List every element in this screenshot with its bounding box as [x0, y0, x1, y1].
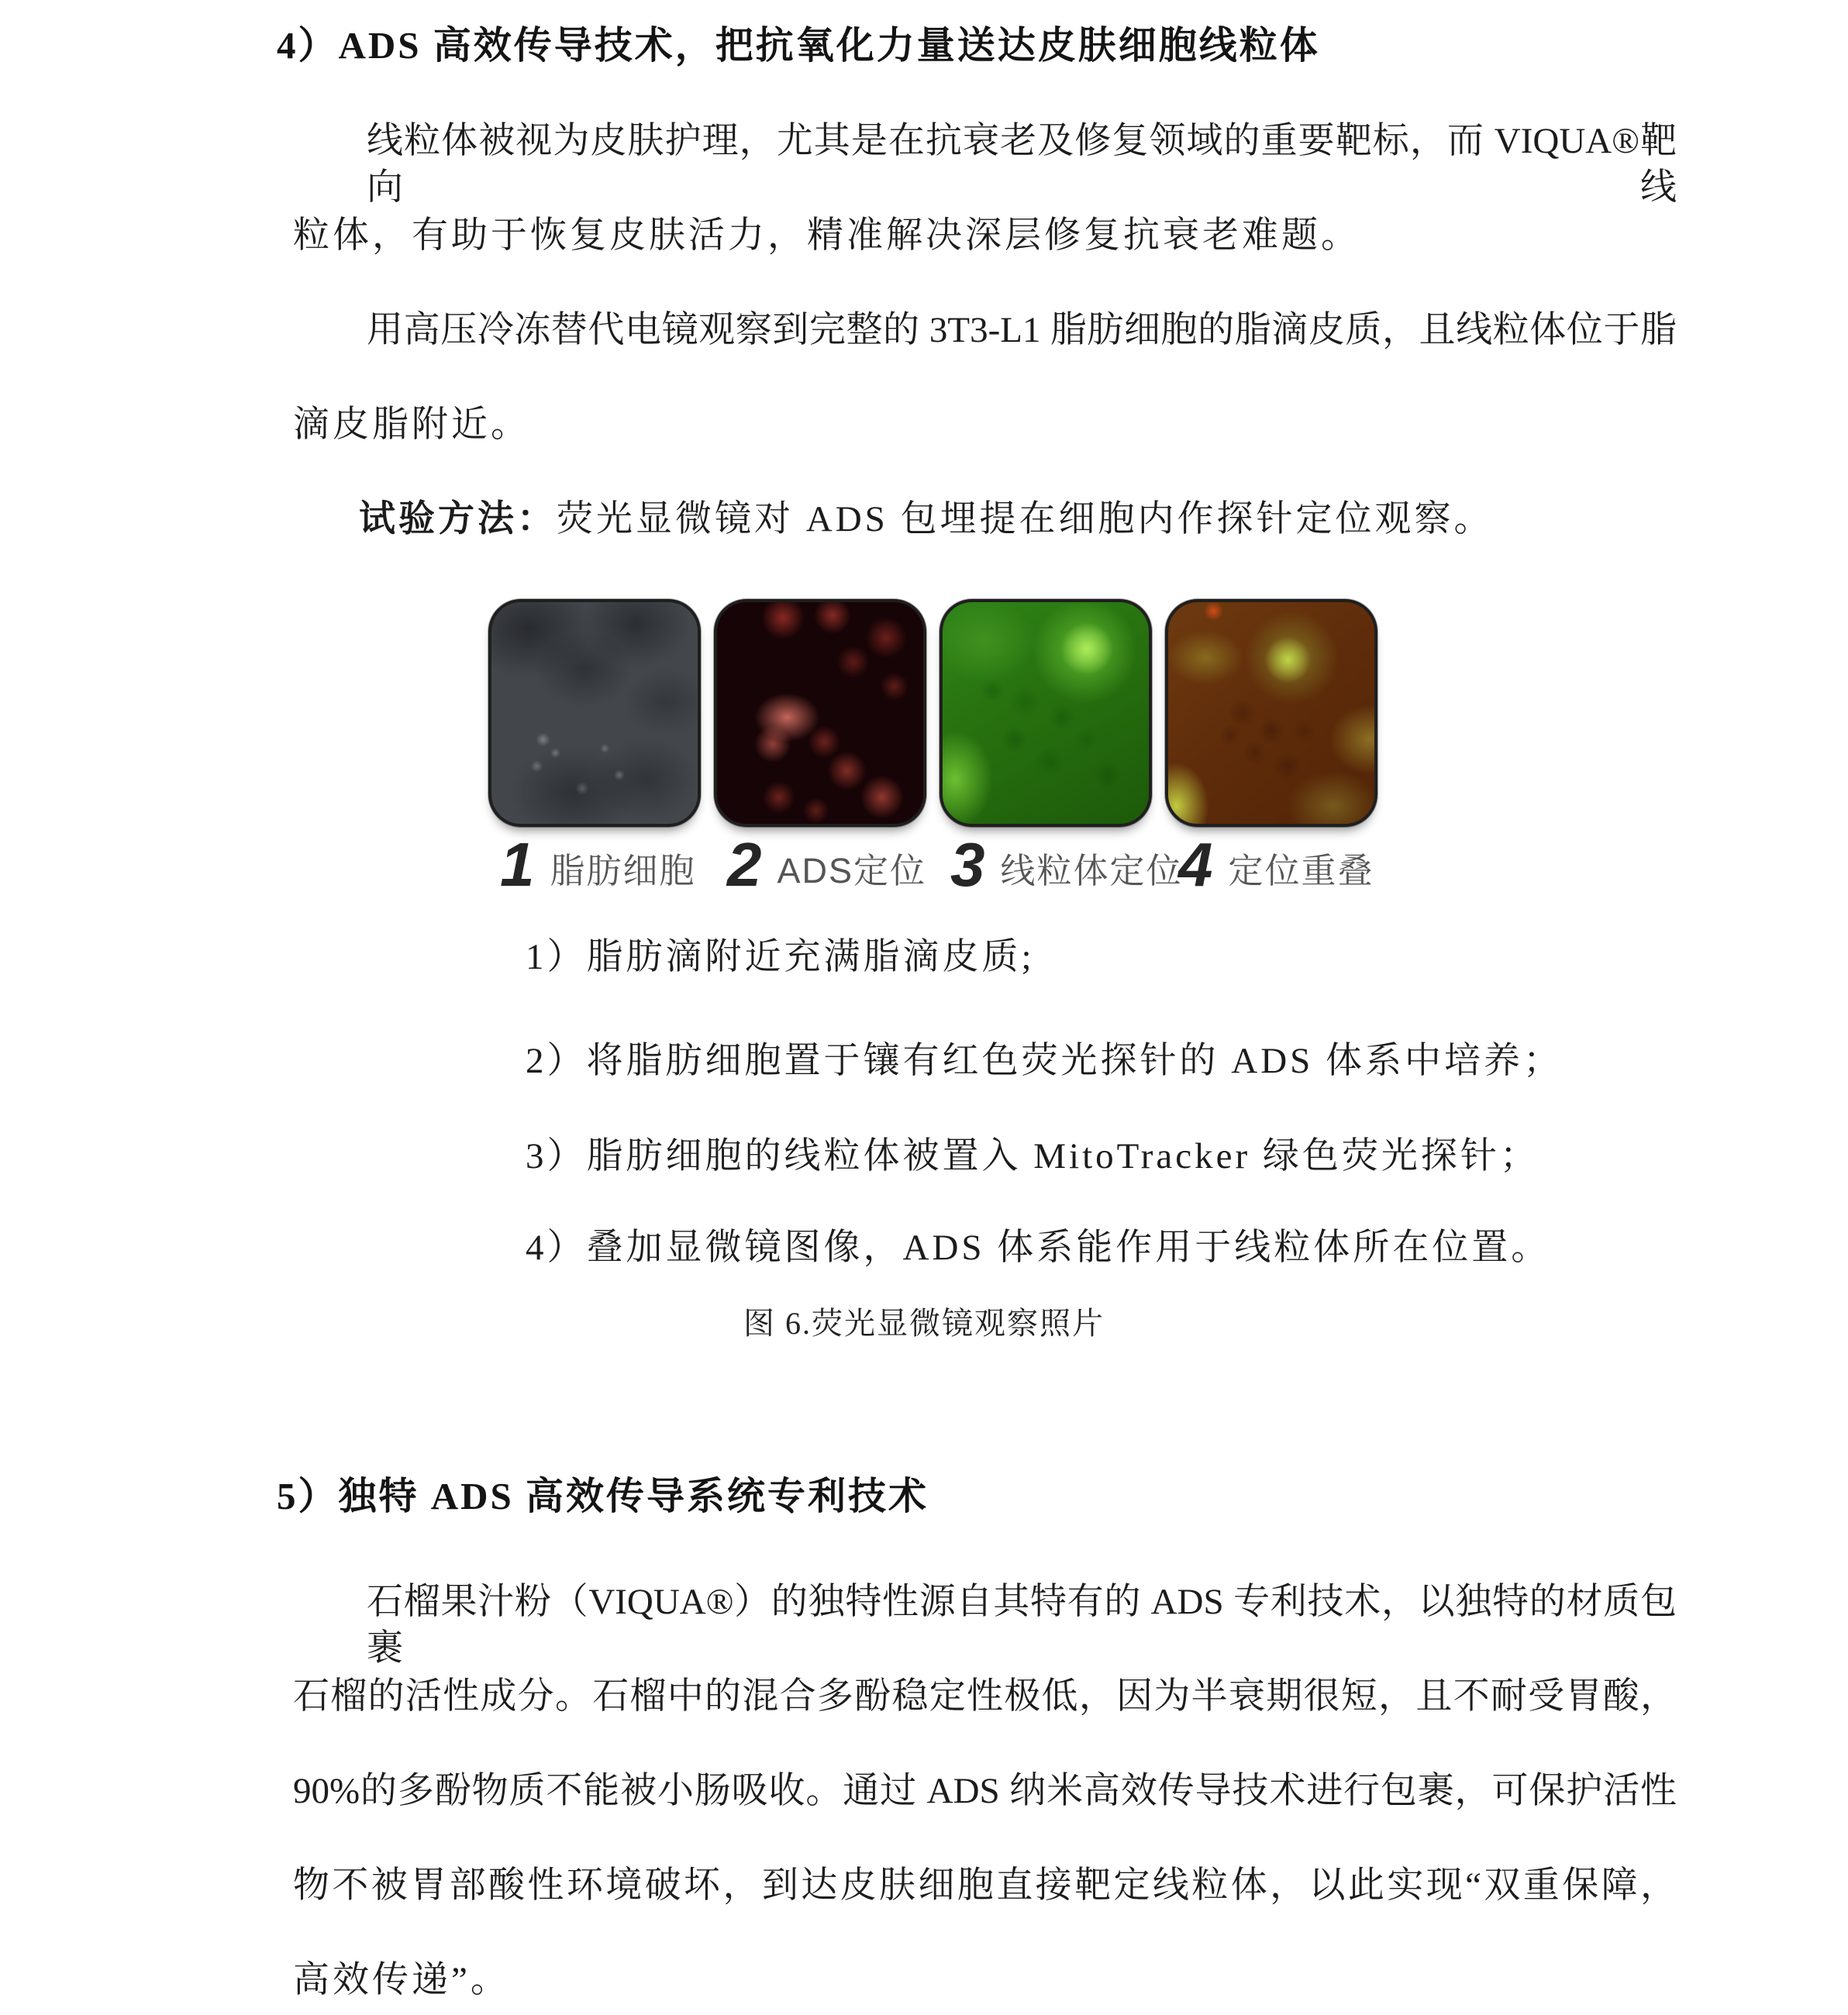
- figure-label-text: 定位重叠: [1228, 850, 1374, 890]
- figure-number: 3: [950, 830, 985, 899]
- paragraph-line: 线粒体被视为皮肤护理，尤其是在抗衰老及修复领域的重要靶标，而 VIQUA®靶向线: [367, 121, 1677, 208]
- method-text: 荧光显微镜对 ADS 包埋提在细胞内作探针定位观察。: [557, 499, 1494, 539]
- figure-label: [727, 830, 927, 899]
- section5-heading: 5）独特 ADS 高效传导系统专利技术: [277, 1475, 929, 1517]
- figure-caption: 图 6.荧光显微镜观察照片: [743, 1306, 1105, 1341]
- figure-number: 2: [727, 830, 762, 899]
- observation-item: 3）脂肪细胞的线粒体被置入 MitoTracker 绿色荧光探针；: [526, 1136, 1539, 1176]
- observation-item: 1）脂肪滴附近充满脂滴皮质;: [526, 937, 1035, 977]
- observation-item: 4）叠加显微镜图像，ADS 体系能作用于线粒体所在位置。: [526, 1228, 1551, 1268]
- figure-label-text: 线粒体定位: [1000, 850, 1183, 890]
- micrograph-mitotracker-green-image: [940, 599, 1152, 827]
- figure-number: 4: [1178, 830, 1213, 899]
- paragraph-line: 滴皮脂附近。: [293, 405, 530, 445]
- micrograph-overlay-image: [1165, 599, 1377, 827]
- observation-item: 2）将脂肪细胞置于镶有红色荧光探针的 ADS 体系中培养；: [526, 1041, 1564, 1081]
- figure-label: [500, 830, 696, 899]
- figure-label: [950, 830, 1183, 899]
- paragraph-line: 用高压冷冻替代电镜观察到完整的 3T3-L1 脂肪细胞的脂滴皮质，且线粒体位于脂: [367, 310, 1677, 350]
- paragraph-line: 高效传递”。: [293, 1960, 510, 2000]
- figure-label: [1178, 830, 1374, 899]
- micrograph-ads-red-fluorescence-image: [714, 599, 926, 827]
- paragraph-line: 石榴果汁粉（VIQUA®）的独特性源自其特有的 ADS 专利技术，以独特的材质包裹: [367, 1582, 1677, 1669]
- micrograph-adipocyte-image: [488, 599, 701, 827]
- paragraph-line: 粒体，有助于恢复皮肤活力，精准解决深层修复抗衰老难题。: [293, 215, 1360, 256]
- method-line: [359, 496, 1494, 542]
- paragraph-line: 90%的多酚物质不能被小肠吸收。通过 ADS 纳米高效传导技术进行包裹，可保护活性: [293, 1771, 1677, 1811]
- section4-heading: 4）ADS 高效传导技术，把抗氧化力量送达皮肤细胞线粒体: [277, 24, 1320, 67]
- paragraph-line: 石榴的活性成分。石榴中的混合多酚稳定性极低，因为半衰期很短，且不耐受胃酸，: [293, 1676, 1677, 1717]
- figure-number: 1: [500, 830, 535, 899]
- paragraph-line: 物不被胃部酸性环境破坏，到达皮肤细胞直接靶定线粒体，以此实现“双重保障，: [293, 1865, 1677, 1906]
- figure-label-text: ADS定位: [777, 850, 927, 890]
- figure-label-text: 脂肪细胞: [550, 850, 696, 890]
- method-label: 试验方法：: [359, 499, 557, 539]
